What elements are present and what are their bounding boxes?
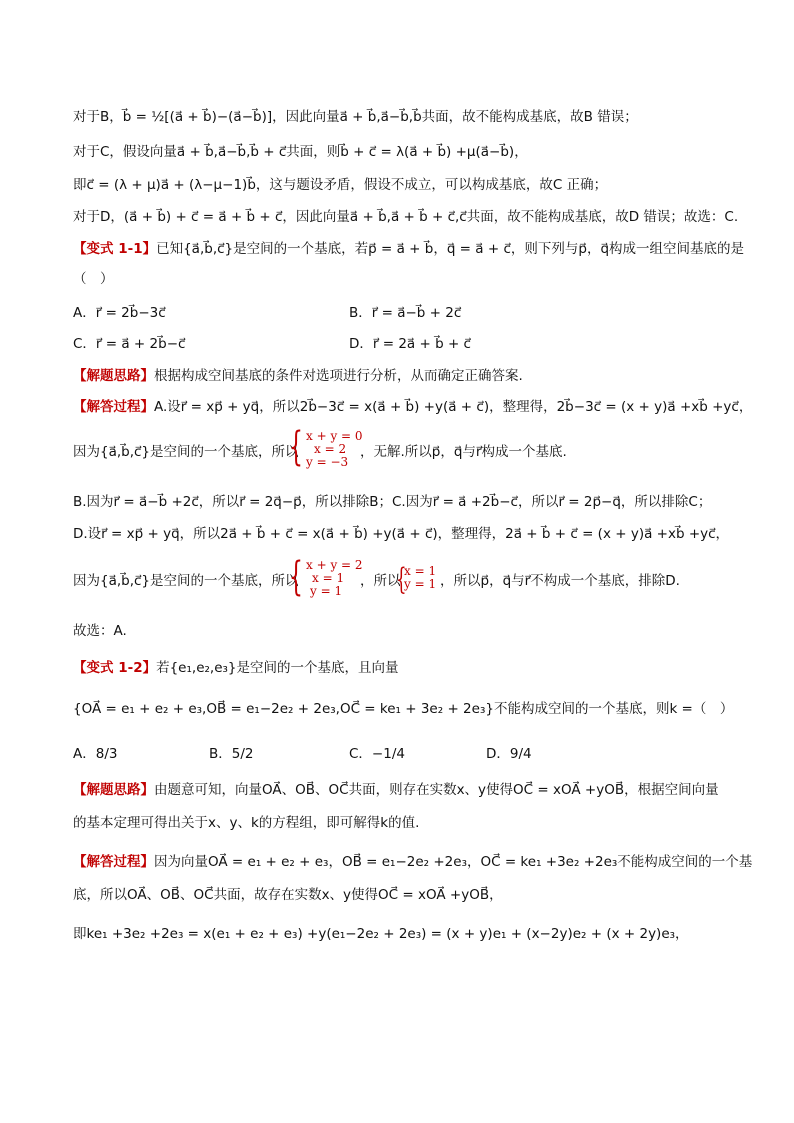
equation: x + y = 2 [306,558,363,572]
text-line: 即c⃗ = (λ + μ)a⃗ + (λ−μ−1)b⃗，这与题设矛盾，假设不成立，可以构成基底，故C 正确； [73,177,608,193]
equation-system [404,565,436,591]
brace-symbol: { [289,424,303,470]
text-line: 对于C，假设向量a⃗ + b⃗,a⃗−b⃗,b⃗ + c⃗共面，则b⃗ + c⃗ = λ(a⃗ + b⃗) +μ(a⃗−b⃗)， [73,144,528,160]
equation: x = 1 [404,564,437,578]
problem-text: 若{e₁,e₂,e₃}是空间的一个基底，且向量 [156,660,399,676]
text-line: D.设r⃗ = xp⃗ + yq⃗，所以2a⃗ + b⃗ + c⃗ = x(a⃗ + b⃗) +y(a⃗ + c⃗)，整理得，2a⃗ + b⃗ + c⃗ = (x + y)a⃗ +xb⃗ +yc⃗， [73,526,730,542]
equation: x = 1 [312,571,345,585]
answer-blank: （ ） [73,271,114,287]
idea-text: 根据构成空间基底的条件对选项进行分析，从而确定正确答案. [154,368,523,384]
equation: y = −3 [306,455,349,469]
equation: y = 1 [310,584,343,598]
problem-heading [73,240,744,258]
problem-tag: 【变式 1-2】 [73,660,157,676]
problem-heading [73,659,399,677]
text-line: 因为{a⃗,b⃗,c⃗}是空间的一个基底，所以 [73,444,299,460]
brace-symbol: { [396,562,407,597]
problem-tag: 【变式 1-1】 [73,241,157,257]
process-text: A.设r⃗ = xp⃗ + yq⃗，所以2b⃗−3c⃗ = x(a⃗ + b⃗) +y(a⃗ + c⃗)，整理得，2b⃗−3c⃗ = (x + y)a⃗ +xb⃗ +yc⃗， [154,399,753,415]
solution-process [73,853,752,871]
option-a: A．r⃗ = 2b⃗−3c⃗ [73,305,166,321]
solution-idea [73,781,719,799]
text-line: 对于D，(a⃗ + b⃗) + c⃗ = a⃗ + b⃗ + c⃗，因此向量a⃗ + b⃗,a⃗ + b⃗ + c⃗,c⃗共面，故不能构成基底，故D 错误；故选：C. [73,209,739,225]
solution-process [73,398,752,416]
option-b: B．5/2 [209,746,254,762]
text-line: ，所以 [360,573,401,589]
equation: x = 2 [314,442,347,456]
problem-text: 已知{a⃗,b⃗,c⃗}是空间的一个基底，若p⃗ = a⃗ + b⃗，q⃗ = a⃗ + c⃗，则下列与p⃗，q⃗构成一组空间基底的是 [156,241,745,257]
text-line: 故选：A. [73,623,127,639]
option-d: D．r⃗ = 2a⃗ + b⃗ + c⃗ [349,336,471,352]
solution-idea [73,367,523,385]
equation-system [306,430,363,469]
brace-symbol: { [289,554,303,600]
idea-tag: 【解题思路】 [73,368,154,384]
option-d: D．9/4 [486,746,532,762]
option-c: C．−1/4 [349,746,405,762]
equation: y = 1 [404,577,437,591]
text-line: {OA⃗ = e₁ + e₂ + e₃,OB⃗ = e₁−2e₂ + 2e₃,OC⃗ = ke₁ + 3e₂ + 2e₃}不能构成空间的一个基底，则k =（ ） [73,701,734,717]
text-line: 即ke₁ +3e₂ +2e₃ = x(e₁ + e₂ + e₃) +y(e₁−2e₂ + 2e₃) = (x + y)e₁ + (x−2y)e₂ + (x + 2y)e₃， [73,926,689,942]
text-line: B.因为r⃗ = a⃗−b⃗ +2c⃗，所以r⃗ = 2q⃗−p⃗，所以排除B；C.因为r⃗ = a⃗ +2b⃗−c⃗，所以r⃗ = 2p⃗−q⃗，所以排除C； [73,494,712,510]
text-line: ，无解.所以p⃗，q⃗与r⃗构成一个基底. [360,444,567,460]
text-line: 对于B，b⃗ = ½[(a⃗ + b⃗)−(a⃗−b⃗)]，因此向量a⃗ + b⃗,a⃗−b⃗,b⃗共面，故不能构成基底，故B 错误； [73,109,638,125]
process-tag: 【解答过程】 [73,399,154,415]
text-line: 底，所以OA⃗、OB⃗、OC⃗共面，故存在实数x、y使得OC⃗ = xOA⃗ +yOB⃗， [73,887,503,903]
process-tag: 【解答过程】 [73,854,154,870]
process-text: 因为向量OA⃗ = e₁ + e₂ + e₃，OB⃗ = e₁−2e₂ +2e₃，OC⃗ = ke₁ +3e₂ +2e₃不能构成空间的一个基 [154,854,753,870]
equation: x + y = 0 [306,429,363,443]
text-line: ，所以p⃗，q⃗与r⃗不构成一个基底，排除D. [440,573,680,589]
text-line: 因为{a⃗,b⃗,c⃗}是空间的一个基底，所以 [73,573,299,589]
option-a: A．8/3 [73,746,118,762]
idea-tag: 【解题思路】 [73,782,154,798]
option-c: C．r⃗ = a⃗ + 2b⃗−c⃗ [73,336,186,352]
text-line: 的基本定理可得出关于x、y、k的方程组，即可解得k的值. [73,815,420,831]
idea-text: 由题意可知，向量OA⃗、OB⃗、OC⃗共面，则存在实数x、y使得OC⃗ = xOA⃗ +yOB⃗，根据空间向量 [154,782,719,798]
equation-system [306,559,363,598]
option-b: B．r⃗ = a⃗−b⃗ + 2c⃗ [349,305,462,321]
